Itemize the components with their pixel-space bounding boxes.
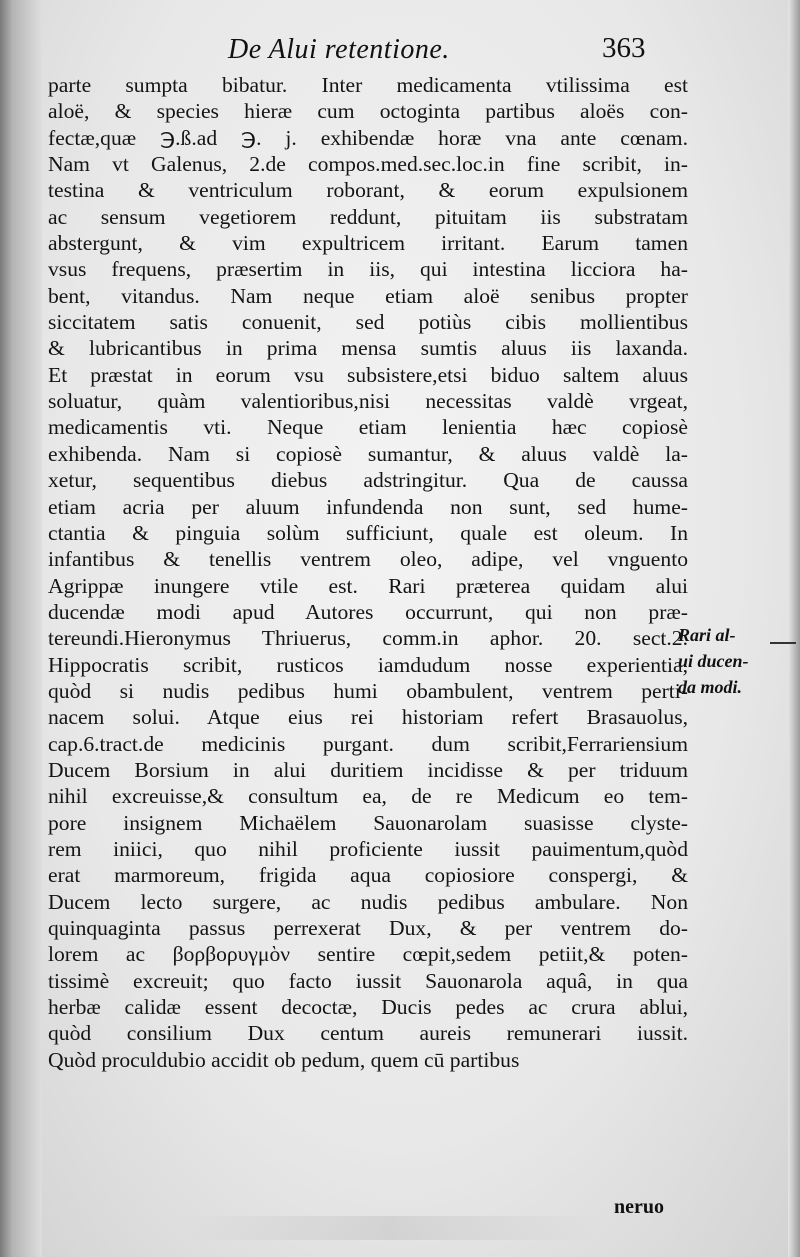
text-line: quòd consilium Dux centum aureis remunerari iussit. xyxy=(48,1021,688,1046)
text-line: nacem solui. Atque eius rei historiam refert Brasauolus, xyxy=(48,705,688,730)
marginal-note-line: ui ducen- xyxy=(678,651,749,671)
text-line: testina & ventriculum roborant, & eorum expulsionem xyxy=(48,178,688,203)
text-line: abstergunt, & vim expultricem irritant. Earum tamen xyxy=(48,231,688,256)
text-line: Ducem Borsium in alui duritiem incidisse & per triduum xyxy=(48,757,688,782)
running-title: De Alui retentione. xyxy=(228,34,450,65)
show-through-bleed xyxy=(180,1216,600,1240)
page-edge-shadow xyxy=(788,0,800,1257)
text-line: tissimè excreuit; quo facto iussit Sauonarola aquâ, in qua xyxy=(48,968,688,993)
text-line: Et præstat in eorum vsu subsistere,etsi biduo saltem aluus xyxy=(48,362,688,387)
binding-gutter-shadow xyxy=(0,0,42,1257)
text-line: quinquaginta passus perrexerat Dux, & per ventrem do- xyxy=(48,916,688,940)
text-line: tereundi.Hieronymus Thriuerus, comm.in aphor. 20. sect.2. xyxy=(48,626,688,651)
text-line: ducendæ modi apud Autores occurrunt, qui non præ- xyxy=(48,599,688,624)
text-line: erat marmoreum, frigida aqua copiosiore conspergi, & xyxy=(48,863,688,888)
text-line: siccitatem satis conuenit, sed potiùs cibis mollientibus xyxy=(48,310,688,335)
margin-dash xyxy=(770,642,796,644)
text-line: Agrippæ inungere vtile est. Rari præterea quidam alui xyxy=(48,573,688,598)
text-line: ac sensum vegetiorem reddunt, pituitam iis substratam xyxy=(48,204,688,229)
text-line: bent, vitandus. Nam neque etiam aloë senibus propter xyxy=(48,283,688,308)
page-number: 363 xyxy=(602,32,646,64)
text-line: parte sumpta bibatur. Inter medicamenta vtilissima est xyxy=(48,73,688,97)
text-line: herbæ calidæ essent decoctæ, Ducis pedes ac crura ablui, xyxy=(48,995,688,1020)
text-line: xetur, sequentibus diebus adstringitur. Qua de caussa xyxy=(48,468,688,493)
text-line: fectæ,quæ ℈.ß.ad ℈. j. exhibendæ horæ vna ante cœnam. xyxy=(48,125,688,150)
text-line: infantibus & tenellis ventrem oleo, adipe, vel vnguento xyxy=(48,547,688,572)
text-line: cap.6.tract.de medicinis purgant. dum scribit,Ferrariensium xyxy=(48,731,688,756)
text-line: exhibenda. Nam si copiosè sumantur, & aluus valdè la- xyxy=(48,441,688,466)
text-line: ctantia & pinguia solùm sufficiunt, quale est oleum. In xyxy=(48,520,688,545)
text-line: vsus frequens, præsertim in iis, qui intestina licciora ha- xyxy=(48,257,688,282)
text-line: lorem ac βορβορυγμὸν sentire cœpit,sedem petiit,& poten- xyxy=(48,942,688,967)
text-line: rem iniici, quo nihil proficiente iussit pauimentum,quòd xyxy=(48,836,688,861)
page-header xyxy=(0,30,800,70)
text-line: quòd si nudis pedibus humi obambulent, ventrem perti- xyxy=(48,678,688,703)
text-line: soluatur, quàm valentioribus,nisi necessitas valdè vrgeat, xyxy=(48,389,688,414)
text-line: Ducem lecto surgere, ac nudis pedibus ambulare. Non xyxy=(48,889,688,914)
text-line: aloë, & species hieræ cum octoginta partibus aloës con- xyxy=(48,99,688,124)
text-line: etiam acria per aluum infundenda non sunt, sed hume- xyxy=(48,494,688,519)
catchword: neruo xyxy=(614,1196,664,1218)
text-line: pore insignem Michaëlem Sauonarolam suasisse clyste- xyxy=(48,810,688,835)
body-text xyxy=(48,72,688,1073)
marginal-note-line: da modi. xyxy=(678,677,743,697)
text-line: & lubricantibus in prima mensa sumtis aluus iis laxanda. xyxy=(48,336,688,361)
text-line: Hippocratis scribit, rusticos iamdudum nosse experientia, xyxy=(48,652,688,677)
text-line: nihil excreuisse,& consultum ea, de re Medicum eo tem- xyxy=(48,784,688,809)
marginal-note-line: Rari al- xyxy=(678,625,736,645)
text-line: Nam vt Galenus, 2.de compos.med.sec.loc.in fine scribit, in- xyxy=(48,152,688,177)
text-line: Quòd proculdubio accidit ob pedum, quem cū partibus xyxy=(48,1047,520,1072)
marginal-note xyxy=(678,622,788,700)
text-line: medicamentis vti. Neque etiam lenientia hæc copiosè xyxy=(48,415,688,440)
